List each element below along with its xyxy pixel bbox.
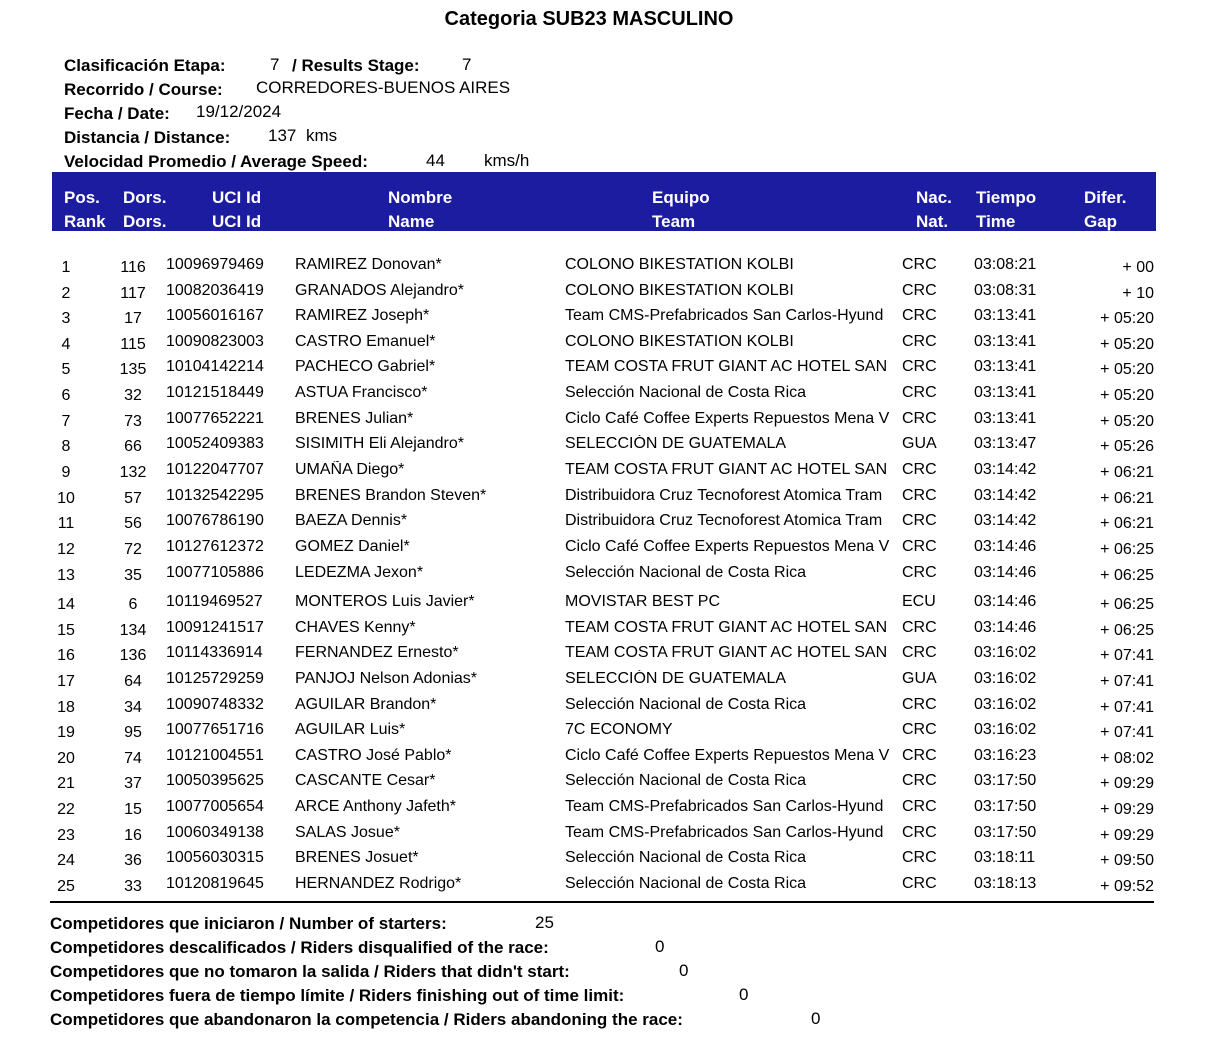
cell-name: CHAVES Kenny* xyxy=(295,619,416,636)
cell-pos: 12 xyxy=(57,541,75,558)
table-row xyxy=(0,564,1216,588)
summary-disqualified-label: Competidores descalificados / Riders disqualified of the race: xyxy=(50,938,549,957)
cell-name: RAMIREZ Donovan* xyxy=(295,256,442,273)
col-uci-en: UCI Id xyxy=(212,212,262,231)
cell-pos: 2 xyxy=(61,285,71,302)
cell-time: 03:17:50 xyxy=(974,824,1037,841)
table-row xyxy=(0,435,1216,459)
cell-name: LEDEZMA Jexon* xyxy=(295,564,424,581)
cell-dors: 136 xyxy=(119,647,147,664)
cell-time: 03:13:41 xyxy=(974,307,1037,324)
cell-name: HERNANDEZ Rodrigo* xyxy=(295,875,462,892)
table-row xyxy=(0,384,1216,408)
summary-disqualified-value: 0 xyxy=(655,937,665,956)
cell-gap: + 06:21 xyxy=(1100,515,1154,532)
cell-uci: 10090823003 xyxy=(166,333,264,350)
cell-gap: + 09:29 xyxy=(1100,775,1154,792)
cell-time: 03:16:02 xyxy=(974,644,1037,661)
cell-time: 03:14:46 xyxy=(974,593,1037,610)
cell-nat: CRC xyxy=(902,333,937,350)
cell-nat: CRC xyxy=(902,747,937,764)
cell-uci: 10120819645 xyxy=(166,875,264,892)
table-row xyxy=(0,619,1216,643)
cell-dors: 72 xyxy=(124,541,142,558)
date-label: Fecha / Date: xyxy=(64,104,170,123)
cell-pos: 11 xyxy=(57,515,75,532)
cell-dors: 16 xyxy=(124,827,142,844)
table-row xyxy=(0,798,1216,822)
col-name-en: Name xyxy=(388,212,435,231)
cell-name: FERNANDEZ Ernesto* xyxy=(295,644,459,661)
cell-team: Team CMS-Prefabricados San Carlos-Hyund xyxy=(565,798,884,815)
cell-name: BRENES Josuet* xyxy=(295,849,419,866)
summary-starters-label: Competidores que iniciaron / Number of starters: xyxy=(50,914,447,933)
cell-dors: 56 xyxy=(124,515,142,532)
cell-dors: 32 xyxy=(124,387,142,404)
cell-team: SELECCIÓN DE GUATEMALA xyxy=(565,435,787,452)
table-row xyxy=(0,512,1216,536)
table-row xyxy=(0,875,1216,899)
cell-gap: + 07:41 xyxy=(1100,647,1154,664)
cell-gap: + 09:29 xyxy=(1100,827,1154,844)
cell-time: 03:13:41 xyxy=(974,384,1037,401)
cell-name: SALAS Josue* xyxy=(295,824,400,841)
cell-name: BRENES Julian* xyxy=(295,410,414,427)
results-value: 7 xyxy=(462,55,472,74)
cell-name: SISIMITH Eli Alejandro* xyxy=(295,435,464,452)
cell-uci: 10114336914 xyxy=(166,644,263,661)
cell-pos: 4 xyxy=(61,336,71,353)
summary-dns-value: 0 xyxy=(679,961,689,980)
cell-nat: CRC xyxy=(902,875,937,892)
table-row xyxy=(0,410,1216,434)
cell-dors: 115 xyxy=(120,336,146,353)
cell-pos: 18 xyxy=(57,699,75,716)
cell-gap: + 06:25 xyxy=(1100,541,1154,558)
cell-nat: CRC xyxy=(902,282,937,299)
cell-name: PANJOJ Nelson Adonias* xyxy=(295,670,478,687)
cell-gap: + 06:25 xyxy=(1100,622,1154,639)
cell-nat: CRC xyxy=(902,696,937,713)
speed-value: 44 xyxy=(426,151,445,170)
cell-name: UMAÑA Diego* xyxy=(295,461,405,478)
cell-uci: 10056030315 xyxy=(166,849,264,866)
cell-uci: 10104142214 xyxy=(166,358,264,375)
cell-dors: 33 xyxy=(124,878,142,895)
cell-time: 03:08:31 xyxy=(974,282,1037,299)
cell-nat: CRC xyxy=(902,461,937,478)
cell-pos: 16 xyxy=(57,647,75,664)
cell-nat: CRC xyxy=(902,487,937,504)
cell-time: 03:14:42 xyxy=(974,512,1037,529)
cell-time: 03:14:42 xyxy=(974,461,1037,478)
cell-time: 03:08:21 xyxy=(974,256,1037,273)
cell-time: 03:14:46 xyxy=(974,538,1037,555)
cell-nat: CRC xyxy=(902,358,937,375)
cell-nat: CRC xyxy=(902,772,937,789)
stage-label: Clasificación Etapa: xyxy=(64,56,226,75)
cell-dors: 74 xyxy=(124,750,142,767)
table-row xyxy=(0,256,1216,280)
cell-name: GRANADOS Alejandro* xyxy=(295,282,464,299)
cell-gap: + 09:50 xyxy=(1100,852,1154,869)
table-row xyxy=(0,696,1216,720)
table-row xyxy=(0,538,1216,562)
cell-nat: CRC xyxy=(902,256,937,273)
cell-name: ASTUA Francisco* xyxy=(295,384,428,401)
cell-team: Ciclo Café Coffee Experts Repuestos Mena V xyxy=(565,538,889,555)
cell-team: COLONO BIKESTATION KOLBI xyxy=(565,256,794,273)
cell-team: Ciclo Café Coffee Experts Repuestos Mena V xyxy=(565,747,889,764)
cell-dors: 116 xyxy=(120,259,146,276)
cell-pos: 1 xyxy=(61,259,71,276)
cell-name: BRENES Brandon Steven* xyxy=(295,487,487,504)
cell-uci: 10077105886 xyxy=(166,564,264,581)
cell-gap: + 08:02 xyxy=(1100,750,1154,767)
cell-nat: CRC xyxy=(902,849,937,866)
cell-dors: 95 xyxy=(124,724,142,741)
cell-pos: 21 xyxy=(57,775,75,792)
table-row xyxy=(0,333,1216,357)
cell-time: 03:13:41 xyxy=(974,333,1037,350)
cell-uci: 10121518449 xyxy=(166,384,264,401)
cell-name: CASTRO Emanuel* xyxy=(295,333,436,350)
table-row xyxy=(0,461,1216,485)
cell-pos: 7 xyxy=(61,413,71,430)
page-title: Categoria SUB23 MASCULINO xyxy=(444,8,734,30)
table-row xyxy=(0,747,1216,771)
cell-uci: 10090748332 xyxy=(166,696,264,713)
col-gap-en: Gap xyxy=(1084,212,1118,231)
cell-name: ARCE Anthony Jafeth* xyxy=(295,798,456,815)
cell-gap: + 05:20 xyxy=(1100,413,1154,430)
cell-team: Team CMS-Prefabricados San Carlos-Hyund xyxy=(565,824,884,841)
col-nat-en: Nat. xyxy=(916,212,949,231)
col-nat-es: Nac. xyxy=(916,188,952,207)
cell-team: TEAM COSTA FRUT GIANT AC HOTEL SAN xyxy=(565,461,888,478)
cell-time: 03:13:47 xyxy=(974,435,1037,452)
cell-uci: 10082036419 xyxy=(166,282,264,299)
cell-time: 03:18:13 xyxy=(974,875,1037,892)
cell-uci: 10132542295 xyxy=(166,487,264,504)
cell-uci: 10096979469 xyxy=(166,256,264,273)
cell-name: BAEZA Dennis* xyxy=(295,512,408,529)
summary-otl-label: Competidores fuera de tiempo límite / Riders finishing out of time limit: xyxy=(50,986,625,1005)
cell-dors: 132 xyxy=(119,464,147,481)
cell-gap: + 06:25 xyxy=(1100,567,1154,584)
cell-pos: 24 xyxy=(57,852,75,869)
cell-pos: 20 xyxy=(57,750,75,767)
cell-pos: 9 xyxy=(61,464,71,481)
col-pos-en: Rank xyxy=(64,212,106,231)
course-value: CORREDORES-BUENOS AIRES xyxy=(256,78,511,97)
table-row xyxy=(0,849,1216,873)
cell-dors: 17 xyxy=(124,310,142,327)
col-name-es: Nombre xyxy=(388,188,453,207)
col-team-en: Team xyxy=(652,212,696,231)
cell-team: Selección Nacional de Costa Rica xyxy=(565,696,807,713)
cell-pos: 14 xyxy=(57,596,75,613)
cell-nat: CRC xyxy=(902,824,937,841)
cell-uci: 10122047707 xyxy=(166,461,264,478)
col-team-es: Equipo xyxy=(652,188,710,207)
cell-pos: 13 xyxy=(57,567,75,584)
cell-team: Team CMS-Prefabricados San Carlos-Hyund xyxy=(565,307,884,324)
cell-dors: 35 xyxy=(124,567,142,584)
distance-value: 137 xyxy=(268,126,297,145)
cell-team: SELECCIÓN DE GUATEMALA xyxy=(565,670,787,687)
cell-gap: + 06:25 xyxy=(1100,596,1154,613)
cell-gap: + 09:29 xyxy=(1100,801,1154,818)
speed-unit: kms/h xyxy=(484,151,530,170)
summary-starters-value: 25 xyxy=(535,913,554,932)
cell-uci: 10077652221 xyxy=(166,410,264,427)
table-row xyxy=(0,721,1216,745)
table-row xyxy=(0,824,1216,848)
cell-time: 03:18:11 xyxy=(974,849,1036,866)
course-label: Recorrido / Course: xyxy=(64,80,223,99)
summary-dns-label: Competidores que no tomaron la salida / Riders that didn't start: xyxy=(50,962,570,981)
cell-gap: + 07:41 xyxy=(1100,699,1154,716)
table-row xyxy=(0,307,1216,331)
summary-dnf-value: 0 xyxy=(811,1009,821,1028)
cell-pos: 5 xyxy=(61,361,71,378)
cell-uci: 10119469527 xyxy=(166,593,263,610)
cell-uci: 10077005654 xyxy=(166,798,264,815)
cell-gap: + 05:20 xyxy=(1100,336,1154,353)
table-row xyxy=(0,487,1216,511)
cell-pos: 15 xyxy=(57,622,75,639)
cell-dors: 37 xyxy=(124,775,142,792)
cell-nat: CRC xyxy=(902,307,937,324)
date-value: 19/12/2024 xyxy=(196,102,282,121)
cell-time: 03:16:02 xyxy=(974,696,1037,713)
cell-pos: 19 xyxy=(57,724,75,741)
cell-gap: + 05:20 xyxy=(1100,361,1154,378)
divider xyxy=(50,901,1154,903)
cell-gap: + 05:20 xyxy=(1100,310,1154,327)
cell-team: TEAM COSTA FRUT GIANT AC HOTEL SAN xyxy=(565,358,888,375)
cell-nat: CRC xyxy=(902,384,937,401)
distance-unit: kms xyxy=(306,126,338,145)
cell-uci: 10056016167 xyxy=(166,307,264,324)
table-row xyxy=(0,644,1216,668)
cell-gap: + 05:26 xyxy=(1100,438,1154,455)
col-uci-es: UCI Id xyxy=(212,188,262,207)
cell-uci: 10076786190 xyxy=(166,512,264,529)
col-gap-es: Difer. xyxy=(1084,188,1127,207)
cell-nat: CRC xyxy=(902,798,937,815)
cell-dors: 34 xyxy=(124,699,142,716)
table-row xyxy=(0,772,1216,796)
cell-time: 03:17:50 xyxy=(974,772,1037,789)
cell-uci: 10052409383 xyxy=(166,435,264,452)
cell-pos: 3 xyxy=(61,310,71,327)
cell-gap: + 07:41 xyxy=(1100,724,1154,741)
cell-nat: CRC xyxy=(902,619,937,636)
cell-time: 03:17:50 xyxy=(974,798,1037,815)
cell-nat: CRC xyxy=(902,512,937,529)
cell-gap: + 07:41 xyxy=(1100,673,1154,690)
cell-team: Selección Nacional de Costa Rica xyxy=(565,564,807,581)
cell-dors: 57 xyxy=(124,490,142,507)
cell-dors: 36 xyxy=(124,852,142,869)
cell-uci: 10127612372 xyxy=(166,538,264,555)
cell-gap: + 09:52 xyxy=(1100,878,1154,895)
cell-gap: + 05:20 xyxy=(1100,387,1154,404)
cell-name: CASCANTE Cesar* xyxy=(295,772,436,789)
cell-time: 03:14:46 xyxy=(974,564,1037,581)
cell-pos: 22 xyxy=(57,801,75,818)
cell-pos: 8 xyxy=(61,438,71,455)
cell-team: Selección Nacional de Costa Rica xyxy=(565,772,807,789)
cell-name: RAMIREZ Joseph* xyxy=(295,307,430,324)
cell-team: Selección Nacional de Costa Rica xyxy=(565,875,807,892)
cell-uci: 10121004551 xyxy=(166,747,264,764)
table-row xyxy=(0,282,1216,306)
cell-time: 03:13:41 xyxy=(974,358,1037,375)
cell-nat: GUA xyxy=(902,670,937,687)
cell-nat: CRC xyxy=(902,564,937,581)
cell-time: 03:14:42 xyxy=(974,487,1037,504)
cell-pos: 17 xyxy=(57,673,75,690)
col-time-en: Time xyxy=(976,212,1016,231)
cell-team: Ciclo Café Coffee Experts Repuestos Mena V xyxy=(565,410,889,427)
table-row xyxy=(0,670,1216,694)
cell-dors: 135 xyxy=(119,361,147,378)
cell-dors: 134 xyxy=(119,622,147,639)
col-time-es: Tiempo xyxy=(976,188,1037,207)
table-row xyxy=(0,358,1216,382)
cell-name: PACHECO Gabriel* xyxy=(295,358,436,375)
cell-dors: 6 xyxy=(128,596,138,613)
col-pos-es: Pos. xyxy=(64,188,100,207)
cell-time: 03:13:41 xyxy=(974,410,1037,427)
distance-label: Distancia / Distance: xyxy=(64,128,231,147)
stage-value: 7 xyxy=(270,55,280,74)
cell-gap: + 00 xyxy=(1122,259,1154,276)
cell-team: COLONO BIKESTATION KOLBI xyxy=(565,282,794,299)
summary-dnf-label: Competidores que abandonaron la competencia / Riders abandoning the race: xyxy=(50,1010,683,1029)
cell-pos: 6 xyxy=(61,387,71,404)
col-dors-en: Dors. xyxy=(123,212,167,231)
cell-dors: 15 xyxy=(124,801,142,818)
results-label: / Results Stage: xyxy=(292,56,420,75)
cell-team: 7C ECONOMY xyxy=(565,721,673,738)
cell-nat: ECU xyxy=(902,593,936,610)
cell-gap: + 06:21 xyxy=(1100,490,1154,507)
cell-team: Distribuidora Cruz Tecnoforest Atomica Tram xyxy=(565,512,883,529)
cell-pos: 23 xyxy=(57,827,75,844)
cell-gap: + 10 xyxy=(1122,285,1154,302)
cell-team: MOVISTAR BEST PC xyxy=(565,593,720,610)
cell-pos: 25 xyxy=(57,878,75,895)
cell-team: TEAM COSTA FRUT GIANT AC HOTEL SAN xyxy=(565,644,888,661)
cell-pos: 10 xyxy=(57,490,75,507)
cell-uci: 10091241517 xyxy=(166,619,264,636)
cell-team: TEAM COSTA FRUT GIANT AC HOTEL SAN xyxy=(565,619,888,636)
cell-team: Distribuidora Cruz Tecnoforest Atomica Tram xyxy=(565,487,883,504)
cell-uci: 10125729259 xyxy=(166,670,264,687)
cell-team: Selección Nacional de Costa Rica xyxy=(565,849,807,866)
cell-dors: 64 xyxy=(124,673,142,690)
cell-dors: 66 xyxy=(124,438,142,455)
cell-time: 03:14:46 xyxy=(974,619,1037,636)
cell-gap: + 06:21 xyxy=(1100,464,1154,481)
cell-dors: 73 xyxy=(124,413,142,430)
cell-nat: GUA xyxy=(902,435,937,452)
speed-label: Velocidad Promedio / Average Speed: xyxy=(64,152,368,171)
summary-otl-value: 0 xyxy=(739,985,749,1004)
cell-nat: CRC xyxy=(902,410,937,427)
cell-team: COLONO BIKESTATION KOLBI xyxy=(565,333,794,350)
cell-name: GOMEZ Daniel* xyxy=(295,538,410,555)
cell-uci: 10050395625 xyxy=(166,772,264,789)
cell-time: 03:16:23 xyxy=(974,747,1037,764)
cell-uci: 10077651716 xyxy=(166,721,264,738)
cell-name: CASTRO José Pablo* xyxy=(295,747,452,764)
col-dors-es: Dors. xyxy=(123,188,167,207)
cell-team: Selección Nacional de Costa Rica xyxy=(565,384,807,401)
table-row xyxy=(0,593,1216,617)
cell-nat: CRC xyxy=(902,644,937,661)
cell-name: AGUILAR Luis* xyxy=(295,721,406,738)
cell-name: AGUILAR Brandon* xyxy=(295,696,437,713)
cell-dors: 117 xyxy=(120,285,146,302)
cell-time: 03:16:02 xyxy=(974,721,1037,738)
cell-time: 03:16:02 xyxy=(974,670,1037,687)
cell-name: MONTEROS Luis Javier* xyxy=(295,593,475,610)
cell-nat: CRC xyxy=(902,721,937,738)
cell-uci: 10060349138 xyxy=(166,824,264,841)
cell-nat: CRC xyxy=(902,538,937,555)
